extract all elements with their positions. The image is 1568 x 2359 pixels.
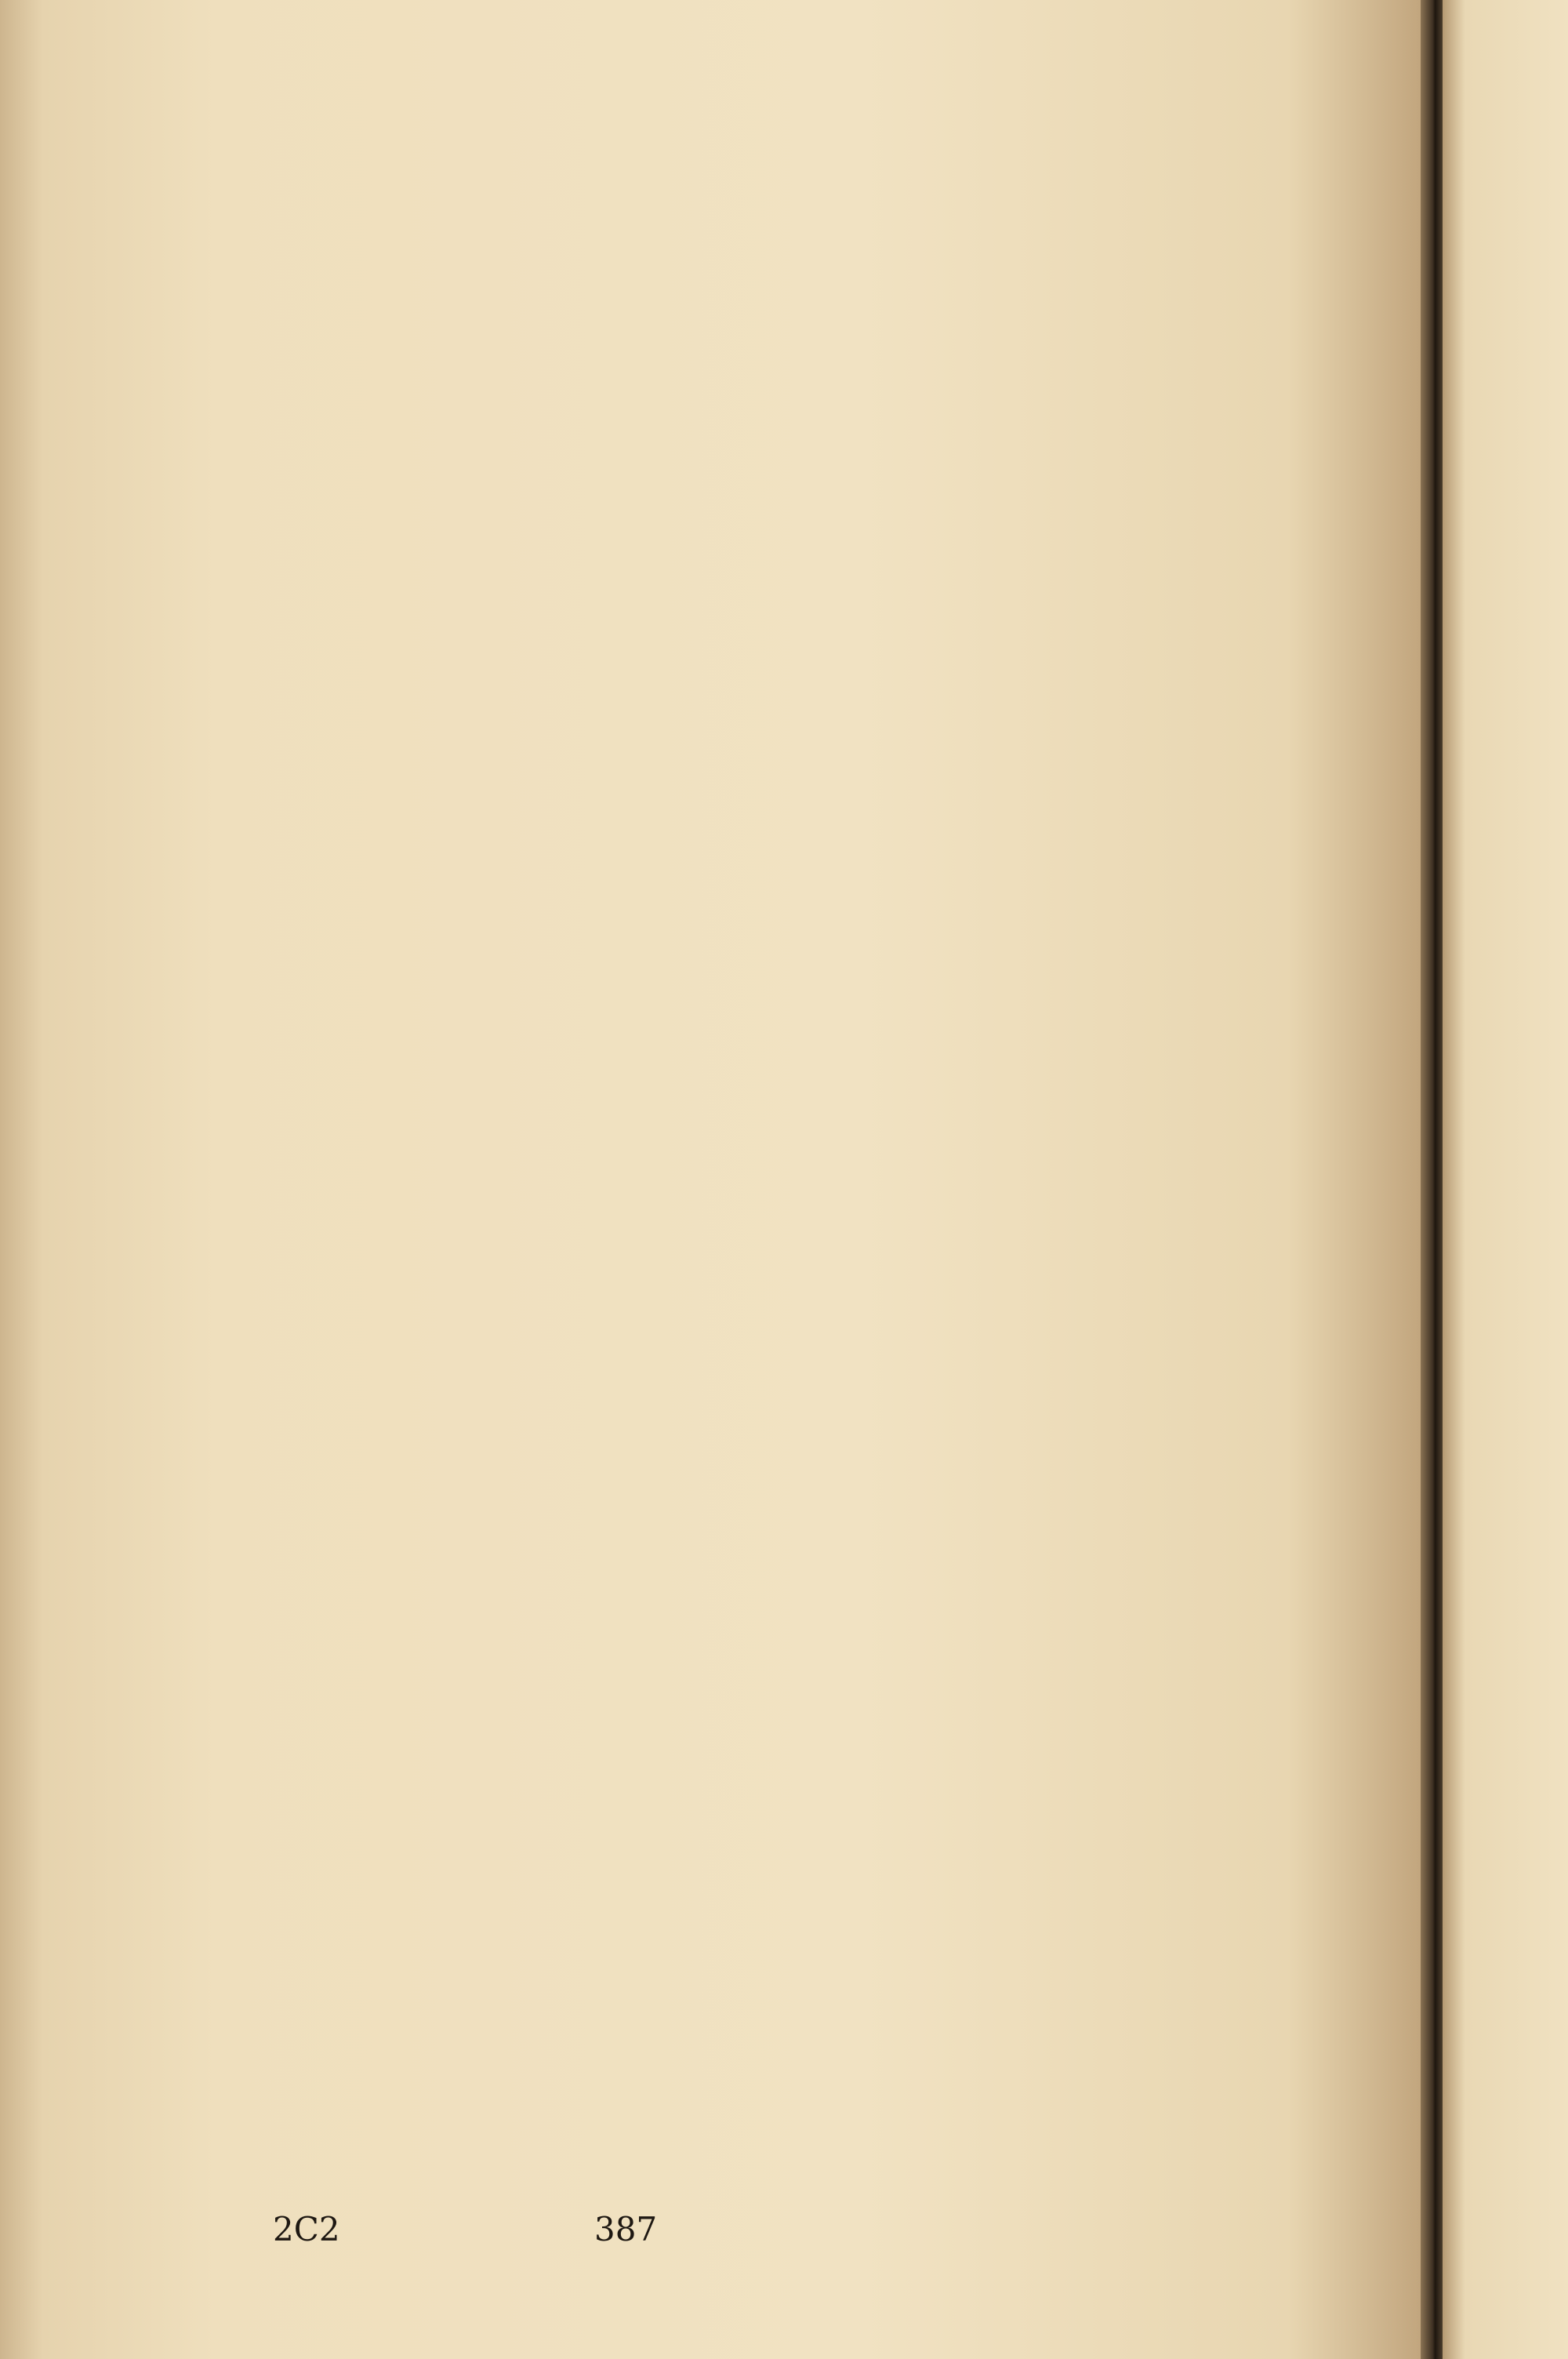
facing-page [1443, 0, 1568, 2359]
text-line [61, 1230, 1174, 1326]
facing-text-line [1443, 2078, 1568, 2175]
text-line [61, 747, 1174, 844]
facing-text-line [1443, 1499, 1568, 1596]
facing-text-line [1443, 245, 1568, 342]
facing-text-line [1443, 1403, 1568, 1499]
text-line [61, 1423, 1174, 1519]
text-line [61, 1519, 1174, 1616]
facing-page-text [1443, 149, 1568, 2175]
body-text [61, 169, 1174, 2194]
facing-text-line [1443, 1307, 1568, 1403]
facing-text-line [1443, 824, 1568, 921]
facing-text-line [1443, 1692, 1568, 1789]
text-line [61, 458, 1174, 554]
facing-text-line [1443, 728, 1568, 824]
text-line [61, 1712, 1174, 1808]
facing-text-line [1443, 1789, 1568, 1885]
text-line [61, 2001, 1174, 2098]
page-number: 387 [594, 2210, 658, 2248]
facing-text-line [1443, 1210, 1568, 1307]
text-line [61, 1808, 1174, 1905]
text-line [61, 1905, 1174, 2001]
facing-text-line [1443, 342, 1568, 438]
signature-mark: 2C2 [273, 2210, 340, 2248]
text-line [61, 1133, 1174, 1230]
facing-text-line [1443, 1982, 1568, 2078]
facing-text-line [1443, 631, 1568, 728]
text-line [61, 1616, 1174, 1712]
text-line [61, 2098, 1174, 2194]
text-line [61, 265, 1174, 362]
text-line [61, 1326, 1174, 1423]
running-head [439, 82, 831, 152]
text-line [61, 844, 1174, 940]
facing-text-line [1443, 921, 1568, 1017]
text-line [61, 651, 1174, 747]
facing-text-line [1443, 1596, 1568, 1692]
facing-text-line [1443, 535, 1568, 631]
facing-text-line [1443, 1885, 1568, 1982]
text-line [61, 362, 1174, 458]
facing-text-line [1443, 1114, 1568, 1210]
facing-text-line [1443, 149, 1568, 245]
text-line [61, 940, 1174, 1037]
facing-text-line [1443, 438, 1568, 535]
text-line [61, 554, 1174, 651]
text-line [61, 169, 1174, 265]
facing-text-line [1443, 1017, 1568, 1114]
text-line [61, 1037, 1174, 1133]
